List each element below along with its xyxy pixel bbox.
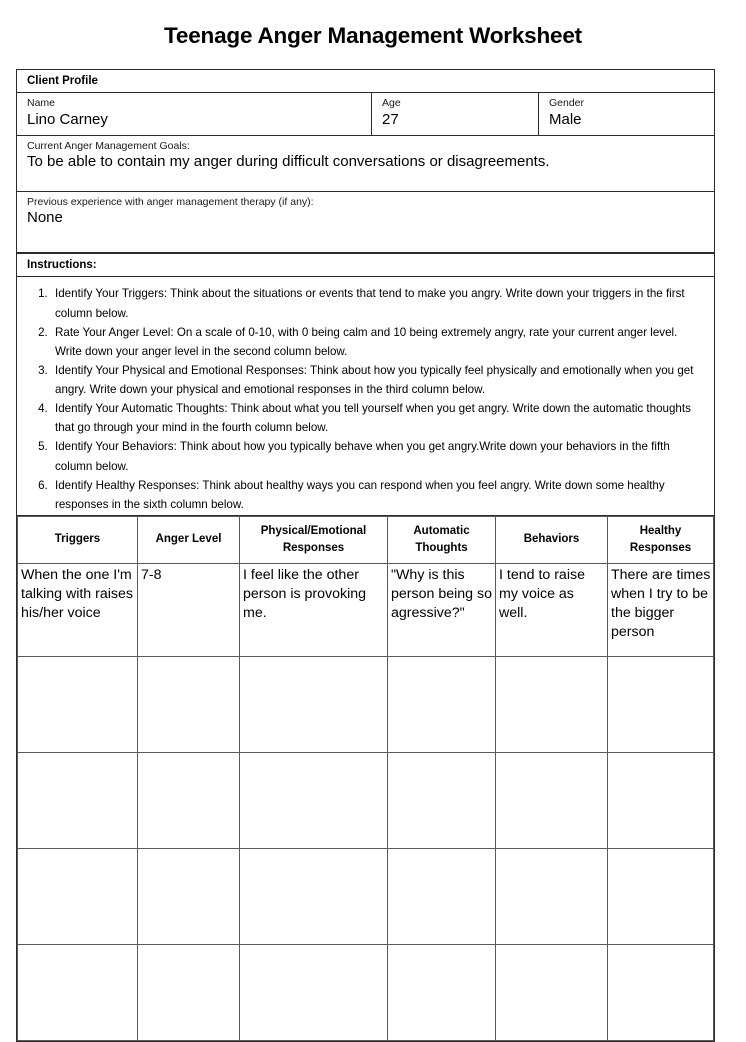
table-row (18, 564, 714, 657)
table-cell[interactable] (496, 945, 608, 1041)
age-field[interactable] (372, 93, 539, 134)
instruction-item: 1. Identify Your Triggers: Think about the situations or events that tend to make you angry. Write down your triggers in the first column below. (51, 284, 700, 322)
profile-fields-row (17, 93, 714, 135)
table-cell[interactable] (608, 657, 714, 753)
name-label: Name (27, 97, 56, 110)
table-row (18, 657, 714, 753)
gender-label: Gender (549, 97, 585, 110)
table-cell[interactable] (240, 657, 388, 753)
table-cell[interactable] (18, 849, 138, 945)
instructions-list (17, 277, 714, 523)
previous-experience-value: None (27, 209, 63, 227)
column-header: Behaviors (496, 517, 608, 564)
goals-field[interactable] (17, 136, 714, 192)
instruction-item: 3. Identify Your Physical and Emotional Responses: Think about how you typically feel physically and emotionally when you get angry. Write down your physical and emotional responses in the third column below. (51, 361, 700, 399)
table-cell[interactable]: I tend to raise my voice as well. (496, 564, 608, 657)
instructions-section (16, 253, 715, 524)
table-cell[interactable] (138, 657, 240, 753)
table-cell[interactable] (608, 753, 714, 849)
table-row (18, 753, 714, 849)
table-cell[interactable] (388, 849, 496, 945)
column-header: Anger Level (138, 517, 240, 564)
age-label: Age (382, 97, 401, 110)
table-cell[interactable] (138, 849, 240, 945)
gender-value: Male (549, 111, 582, 129)
table-cell[interactable] (18, 945, 138, 1041)
instruction-item: 4. Identify Your Automatic Thoughts: Think about what you tell yourself when you get angry. Write down the automatic thoughts that go through your mind in the fourth column below. (51, 399, 700, 437)
previous-experience-field[interactable] (17, 192, 714, 252)
table-cell[interactable] (496, 753, 608, 849)
column-header: Physical/Emotional Responses (240, 517, 388, 564)
table-cell[interactable] (388, 945, 496, 1041)
column-header: Healthy Responses (608, 517, 714, 564)
name-field[interactable] (17, 93, 372, 134)
column-header: Triggers (18, 517, 138, 564)
previous-experience-label: Previous experience with anger management therapy (if any): (27, 195, 314, 208)
table-row (18, 849, 714, 945)
goals-value: To be able to contain my anger during difficult conversations or disagreements. (27, 153, 550, 171)
age-value: 27 (382, 111, 399, 129)
goals-label: Current Anger Management Goals: (27, 139, 190, 152)
table-cell[interactable] (18, 657, 138, 753)
table-cell[interactable] (388, 657, 496, 753)
table-cell[interactable] (240, 945, 388, 1041)
table-cell[interactable]: "Why is this person being so agressive?" (388, 564, 496, 657)
table-cell[interactable]: There are times when I try to be the bigger person (608, 564, 714, 657)
table-cell[interactable] (18, 753, 138, 849)
table-cell[interactable] (240, 849, 388, 945)
table-header-row (18, 517, 714, 564)
worksheet-table-section (16, 515, 715, 1042)
table-cell[interactable]: I feel like the other person is provoking me. (240, 564, 388, 657)
table-cell[interactable] (608, 849, 714, 945)
table-cell[interactable] (496, 657, 608, 753)
page-title: Teenage Anger Management Worksheet (164, 23, 582, 49)
table-row (18, 945, 714, 1041)
anger-log-table (17, 516, 714, 1041)
table-cell[interactable] (138, 945, 240, 1041)
instruction-item: 2. Rate Your Anger Level: On a scale of 0-10, with 0 being calm and 10 being extremely angry, rate your current anger level. Write down your anger level in the second column below. (51, 323, 700, 361)
table-cell[interactable] (388, 753, 496, 849)
gender-field[interactable] (539, 93, 714, 134)
table-cell[interactable]: When the one I'm talking with raises his/her voice (18, 564, 138, 657)
column-header: Automatic Thoughts (388, 517, 496, 564)
table-cell[interactable] (240, 753, 388, 849)
instructions-heading: Instructions: (17, 254, 714, 277)
client-profile-heading: Client Profile (17, 70, 714, 93)
worksheet-page (0, 15, 746, 1039)
name-value: Lino Carney (27, 111, 108, 129)
table-cell[interactable]: 7-8 (138, 564, 240, 657)
instruction-item: 6. Identify Healthy Responses: Think about healthy ways you can respond when you feel angry. Write down some healthy responses in the sixth column below. (51, 476, 700, 514)
table-body (18, 564, 714, 1041)
table-cell[interactable] (138, 753, 240, 849)
table-cell[interactable] (608, 945, 714, 1041)
client-profile-section (16, 69, 715, 253)
instruction-item: 5. Identify Your Behaviors: Think about how you typically behave when you get angry.Write down your behaviors in the fifth column below. (51, 437, 700, 475)
table-cell[interactable] (496, 849, 608, 945)
